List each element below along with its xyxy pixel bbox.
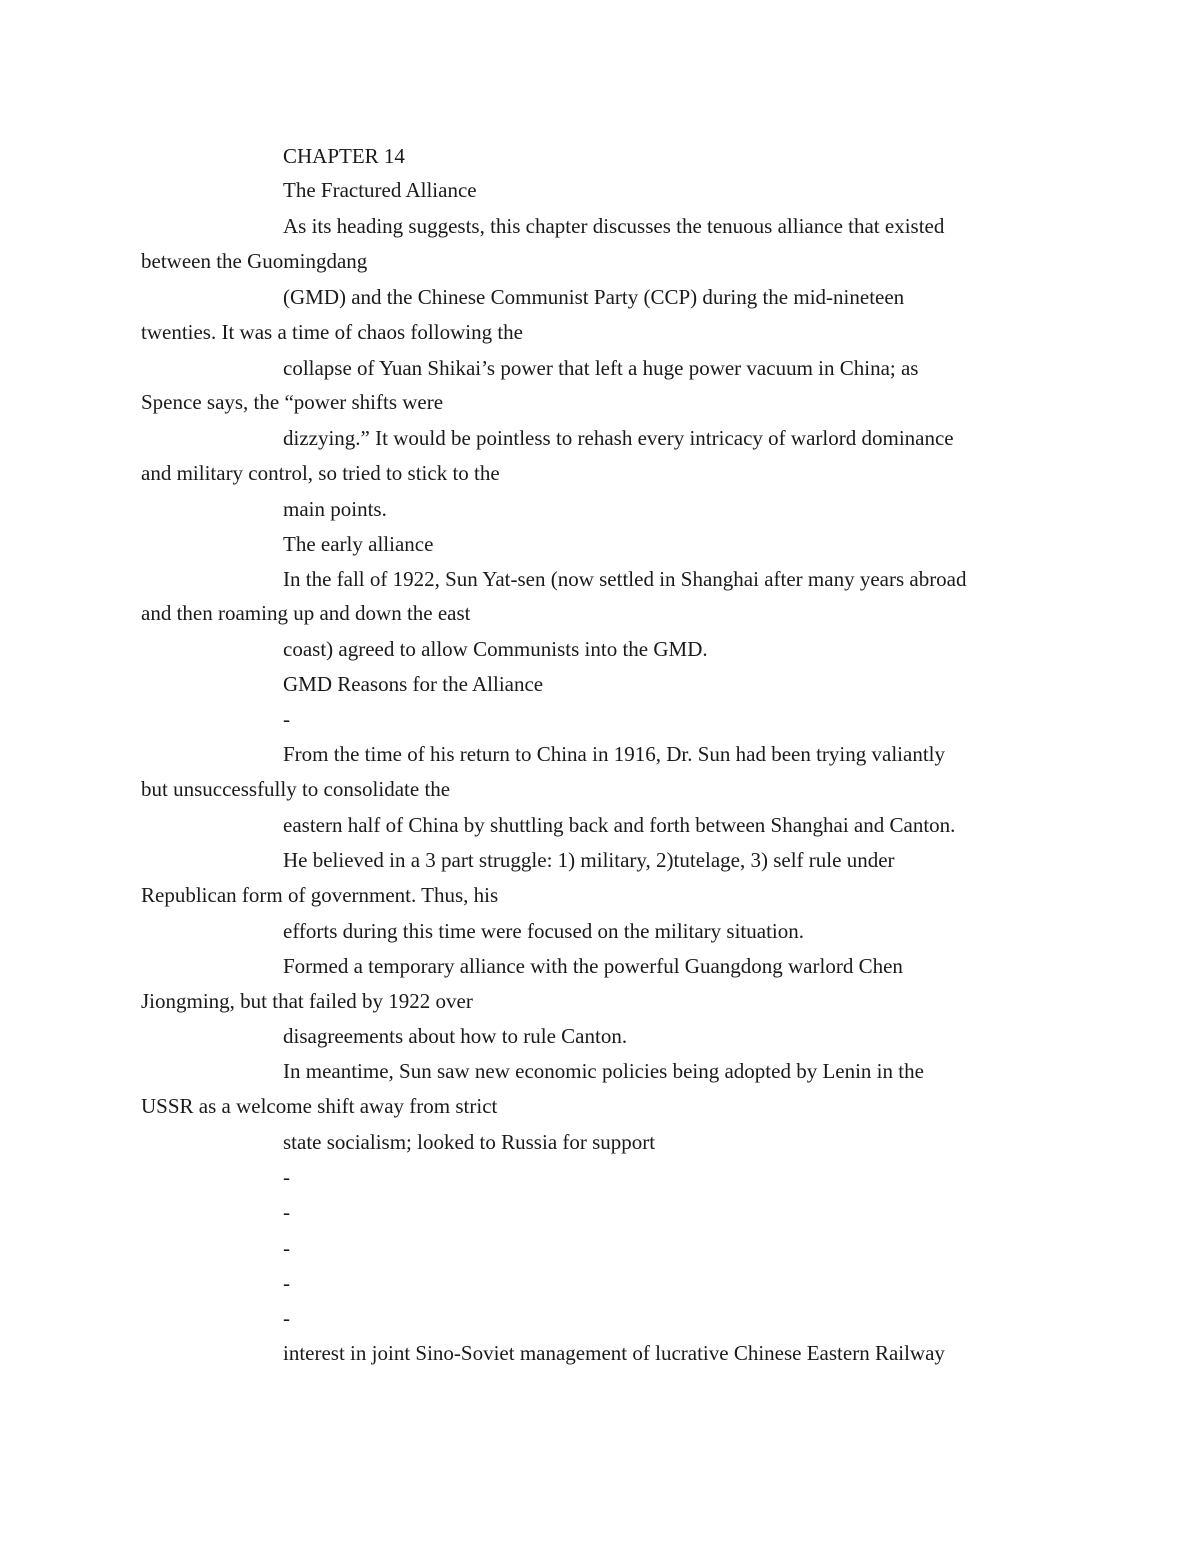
- paragraph-line: (GMD) and the Chinese Communist Party (CCP) during the mid-nineteen: [283, 285, 905, 309]
- list-dash: -: [283, 1200, 290, 1224]
- paragraph-line: Republican form of government. Thus, his: [141, 883, 499, 907]
- paragraph-line: Jiongming, but that failed by 1922 over: [141, 989, 473, 1013]
- paragraph-line: eastern half of China by shuttling back and forth between Shanghai and Canton.: [283, 813, 956, 837]
- paragraph-line: efforts during this time were focused on the military situation.: [283, 919, 805, 943]
- paragraph-line: coast) agreed to allow Communists into the GMD.: [283, 637, 708, 661]
- paragraph-line: and then roaming up and down the east: [141, 601, 471, 625]
- list-dash: -: [283, 1236, 290, 1260]
- section-title-gmd-reasons: GMD Reasons for the Alliance: [283, 672, 544, 696]
- paragraph-line: state socialism; looked to Russia for support: [283, 1130, 656, 1154]
- paragraph-line: dizzying.” It would be pointless to rehash every intricacy of warlord dominance: [283, 426, 954, 450]
- paragraph-line: twenties. It was a time of chaos following the: [141, 320, 523, 344]
- paragraph-line: He believed in a 3 part struggle: 1) military, 2)tutelage, 3) self rule under: [283, 848, 895, 872]
- list-dash: -: [283, 1306, 290, 1330]
- chapter-subtitle: The Fractured Alliance: [283, 178, 477, 202]
- paragraph-line: As its heading suggests, this chapter discusses the tenuous alliance that existed: [283, 214, 945, 238]
- paragraph-line: collapse of Yuan Shikai’s power that left a huge power vacuum in China; as: [283, 356, 919, 380]
- paragraph-line: From the time of his return to China in 1916, Dr. Sun had been trying valiantly: [283, 742, 945, 766]
- list-dash: -: [283, 1271, 290, 1295]
- paragraph-line: main points.: [283, 497, 387, 521]
- paragraph-line: but unsuccessfully to consolidate the: [141, 777, 451, 801]
- paragraph-line: disagreements about how to rule Canton.: [283, 1024, 628, 1048]
- paragraph-line: and military control, so tried to stick to the: [141, 461, 500, 485]
- paragraph-line: interest in joint Sino-Soviet management of lucrative Chinese Eastern Railway: [283, 1341, 945, 1365]
- chapter-heading: CHAPTER 14: [283, 144, 405, 168]
- paragraph-line: Formed a temporary alliance with the powerful Guangdong warlord Chen: [283, 954, 903, 978]
- list-dash: -: [283, 707, 290, 731]
- section-title-early-alliance: The early alliance: [283, 532, 434, 556]
- list-dash: -: [283, 1165, 290, 1189]
- paragraph-line: In the fall of 1922, Sun Yat-sen (now settled in Shanghai after many years abroad: [283, 567, 967, 591]
- paragraph-line: Spence says, the “power shifts were: [141, 390, 444, 414]
- paragraph-line: between the Guomingdang: [141, 249, 368, 273]
- paragraph-line: In meantime, Sun saw new economic policies being adopted by Lenin in the: [283, 1059, 924, 1083]
- paragraph-line: USSR as a welcome shift away from strict: [141, 1094, 498, 1118]
